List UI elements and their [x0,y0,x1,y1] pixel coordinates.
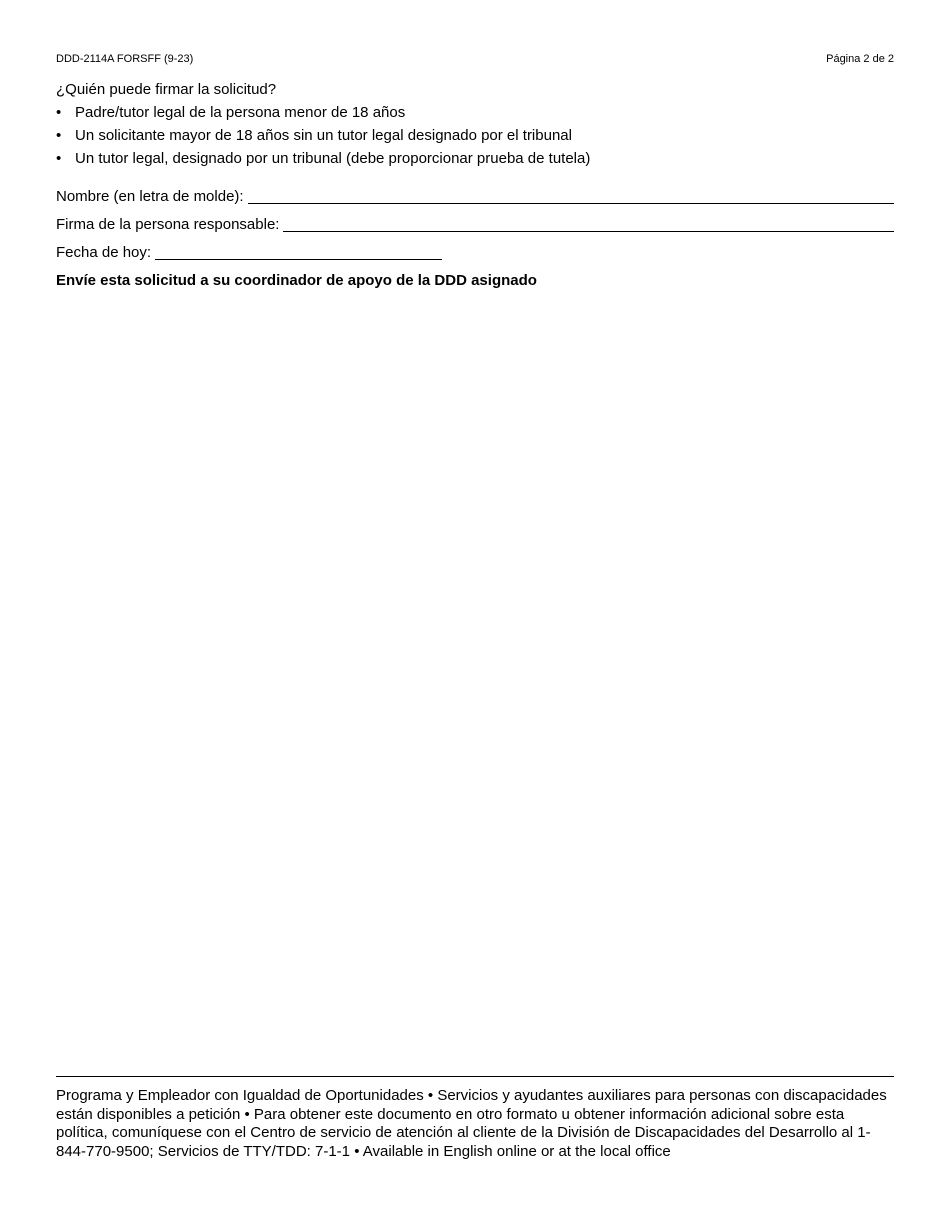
page-number: Página 2 de 2 [826,53,894,65]
footer-divider [56,1076,894,1077]
bullet-icon: • [56,127,62,144]
signature-input[interactable] [283,217,894,232]
list-item-text: Un tutor legal, designado por un tribunal (debe proporcionar prueba de tutela) [75,150,591,167]
list-item [56,104,590,122]
list-item-text: Un solicitante mayor de 18 años sin un tutor legal designado por el tribunal [75,127,572,144]
submission-instruction: Envíe esta solicitud a su coordinador de apoyo de la DDD asignado [56,272,537,289]
date-field-row [56,244,442,262]
date-label: Fecha de hoy: [56,244,152,261]
page-header [56,52,894,66]
name-field-row [56,188,894,206]
list-item-text: Padre/tutor legal de la persona menor de 18 años [75,104,406,121]
list-item [56,127,590,145]
signature-label: Firma de la persona responsable: [56,216,280,233]
bullet-icon: • [56,150,62,167]
signature-field-row [56,216,894,234]
document-page [56,0,894,1230]
signers-question: ¿Quién puede firmar la solicitud? [56,81,277,98]
date-input[interactable] [155,245,442,260]
footer-notice: Programa y Empleador con Igualdad de Oportunidades • Servicios y ayudantes auxiliares para personas con discapacidades están disponibles a petición • Para obtener este documento en otro formato u obtener información adicional sobre esta política, comuníquese con el Centro de servicio de atención al cliente de la División de Discapacidades del Desarrollo al 1-844-770-9500; Servicios de TTY/TDD: 7-1-1 • Available in English online or at the local office [56,1087,887,1160]
bullet-icon: • [56,104,62,121]
list-item [56,150,590,168]
signers-list [56,104,590,173]
name-input[interactable] [248,189,894,204]
form-id: DDD-2114A FORSFF (9-23) [56,53,194,65]
name-label: Nombre (en letra de molde): [56,188,244,205]
